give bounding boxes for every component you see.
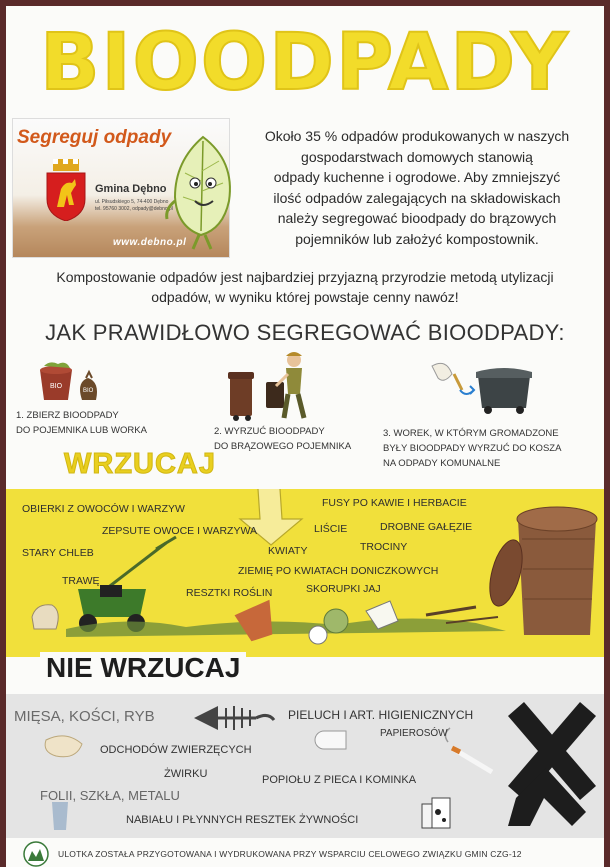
intro-line: ilość odpadów zalegających na składowiskach — [273, 189, 561, 206]
forbidden-item: MIĘSA, KOŚCI, RYB — [14, 708, 155, 725]
heading-allowed: WRZUCAJ — [64, 448, 216, 480]
step-1-text — [16, 408, 147, 438]
allowed-item: TRAWĘ — [62, 575, 100, 587]
composting-paragraph — [6, 267, 604, 307]
allowed-item: TROCINY — [360, 541, 408, 553]
forbidden-item: NABIAŁU I PŁYNNYCH RESZTEK ŻYWNOŚCI — [126, 814, 359, 826]
step-2-text — [214, 424, 351, 454]
bucket-label: BIO — [50, 383, 63, 390]
intro-line: pojemników lub założyć kompostownik. — [295, 230, 539, 247]
step-3-line: BYŁY BIOODPADY WYRZUĆ DO KOSZA — [383, 443, 562, 454]
composting-line: Kompostowanie odpadów jest najbardziej przyjazną przyrodzie metodą utylizacji — [56, 269, 554, 285]
allowed-item: FUSY PO KAWIE I HERBACIE — [322, 497, 467, 509]
fish-bone-icon — [194, 706, 218, 730]
allowed-item: KWIATY — [268, 545, 308, 557]
address-line: ul. Piłsudskiego 5, 74-400 Dębno — [95, 199, 169, 205]
step-1-line: DO POJEMNIKA LUB WORKA — [16, 425, 147, 436]
forbidden-items-band — [6, 694, 604, 838]
allowed-item: ZEPSUTE OWOCE I WARZYWA — [102, 525, 257, 537]
leaflet-poster — [6, 6, 604, 867]
bucket-and-sack-icon — [36, 362, 106, 402]
union-logo-icon — [22, 841, 50, 867]
section-heading-how-to: JAK PRAWIDŁOWO SEGREGOWAĆ BIOODPADY: — [45, 320, 565, 345]
brown-bin-worker-icon — [228, 348, 318, 422]
footer-note: ULOTKA ZOSTAŁA PRZYGOTOWANA I WYDRUKOWANA PRZY WSPARCIU CELOWEGO ZWIĄZKU GMIN CZG-12 — [58, 849, 522, 859]
allowed-item: RESZTKI ROŚLIN — [186, 587, 273, 599]
step-3-line: 3. WOREK, W KTÓRYM GROMADZONE — [383, 428, 559, 439]
step-2-line: 2. WYRZUĆ BIOODPADY — [214, 426, 325, 437]
allowed-item: DROBNE GAŁĘZIE — [380, 521, 473, 533]
leaf-mascot-icon — [163, 131, 241, 251]
forbidden-item: PAPIEROSÓW — [380, 728, 448, 739]
website-label: www.debno.pl — [113, 237, 187, 248]
municipality-address — [95, 199, 173, 213]
forbidden-item: FOLII, SZKŁA, METALU — [40, 788, 180, 803]
contact-line: tel. 95760 3002, odpady@debno.pl — [95, 206, 173, 212]
allowed-item: ZIEMIĘ PO KWIATACH DONICZKOWYCH — [238, 565, 439, 577]
forbidden-item: PIELUCH I ART. HIGIENICZNYCH — [288, 708, 474, 722]
municipality-name: Gmina Dębno — [95, 183, 167, 195]
intro-line: gospodarstwach domowych stanowią — [301, 148, 533, 165]
step-3-text — [383, 426, 561, 471]
footer — [6, 839, 604, 867]
step-3-line: NA ODPADY KOMUNALNE — [383, 458, 501, 469]
page-title: BIOODPADY — [40, 18, 570, 108]
coat-of-arms-icon — [45, 159, 87, 221]
step-2-line: DO BRĄZOWEGO POJEMNIKA — [214, 441, 352, 452]
intro-line: Około 35 % odpadów produkowanych w naszych — [264, 128, 570, 144]
heading-forbidden: NIE WRZUCAJ — [40, 652, 246, 684]
intro-line: odpady kuchenne i ogrodowe. Aby zmniejszyć — [273, 169, 561, 185]
sack-label: BIO — [83, 388, 94, 394]
allowed-item: STARY CHLEB — [22, 547, 94, 559]
municipality-logo-card — [12, 118, 230, 258]
allowed-item: OBIERKI Z OWOCÓW I WARZYW — [22, 503, 185, 515]
composting-line: odpadów, w wyniku której powstaje cenny nawóz! — [151, 289, 459, 305]
intro-line: należy segregować bioodpady do brązowych — [277, 210, 557, 226]
forbidden-item: ŻWIRKU — [164, 768, 208, 780]
logo-slogan: Segreguj odpady — [17, 127, 172, 148]
step-1-line: 1. ZBIERZ BIOODPADY — [16, 410, 119, 421]
forbidden-item: POPIOŁU Z PIECA I KOMINKA — [262, 774, 417, 786]
sack-to-municipal-bin-icon — [426, 360, 536, 416]
allowed-item: LIŚCIE — [314, 523, 348, 535]
forbidden-item: ODCHODÓW ZWIERZĘCYCH — [100, 744, 252, 756]
allowed-items-band — [6, 489, 604, 657]
intro-paragraph — [232, 126, 602, 249]
allowed-item: SKORUPKI JAJ — [306, 583, 381, 595]
